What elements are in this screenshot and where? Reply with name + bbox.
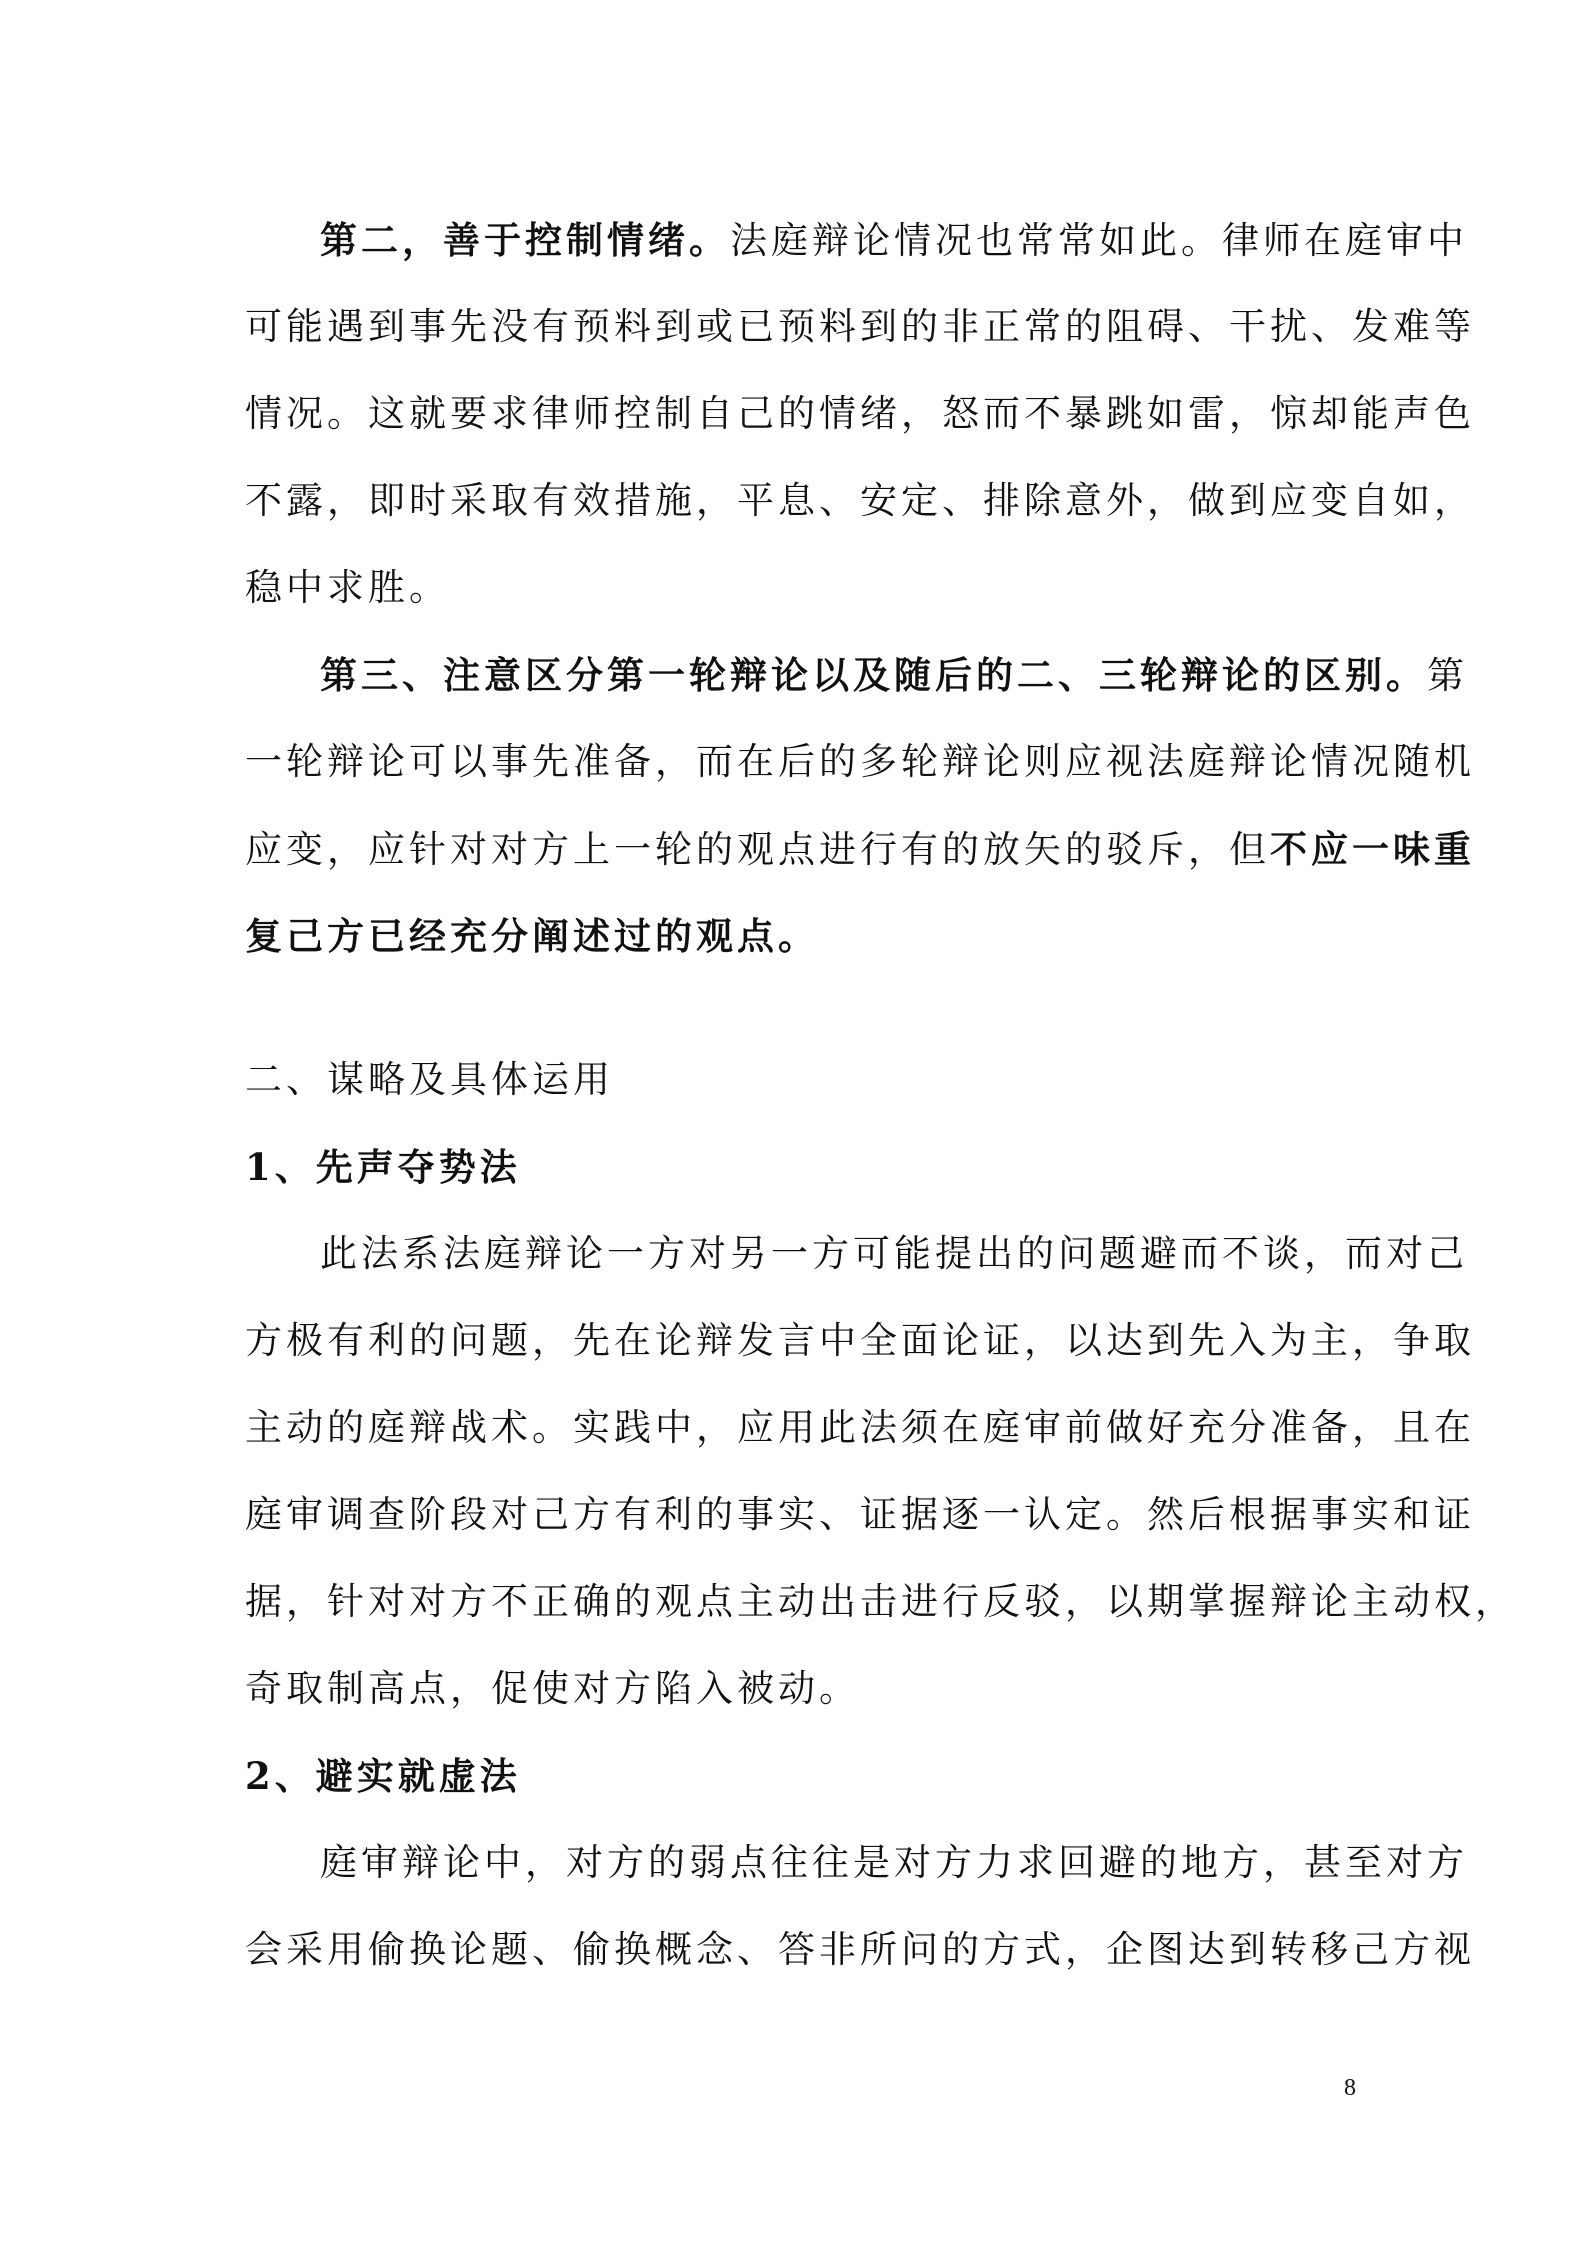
bold-lead: 第二，善于控制情绪。 (320, 218, 730, 262)
bold-lead: 第三、注意区分第一轮辩论以及随后的二、三轮辩论的区别。 (320, 653, 1427, 697)
paragraph-line (320, 210, 1468, 270)
paragraph-line: 据，针对对方不正确的观点主动出击进行反驳，以期掌握辩论主动权， (245, 1580, 1516, 1623)
paragraph-line: 不露，即时采取有效措施，平息、安定、排除意外，做到应变自如， (245, 479, 1475, 522)
subsection-title: 1、先声夺势法 (245, 1145, 521, 1189)
paragraph-line: 会采用偷换论题、偷换概念、答非所问的方式，企图达到转移己方视 (245, 1928, 1475, 1971)
paragraph-line: 复己方已经充分阐述过的观点。 (245, 914, 819, 958)
paragraph-line: 一轮辩论可以事先准备，而在后的多轮辩论则应视法庭辩论情况随机 (245, 740, 1475, 783)
bold-run: 不应一味重 (1270, 827, 1475, 871)
paragraph-line: 稳中求胜。 (245, 566, 450, 609)
paragraph-line: 情况。这就要求律师控制自己的情绪，怒而不暴跳如雷，惊却能声色 (245, 392, 1475, 435)
paragraph-line: 可能遇到事先没有预料到或已预料到的非正常的阻碍、干扰、发难等 (245, 305, 1475, 348)
paragraph-line: 庭审辩论中，对方的弱点往往是对方力求回避的地方，甚至对方 (320, 1841, 1468, 1884)
subsection-title: 2、避实就虚法 (245, 1754, 521, 1798)
section-heading: 二、谋略及具体运用 (245, 1058, 614, 1101)
paragraph-line: 庭审调查阶段对己方有利的事实、证据逐一认定。然后根据事实和证 (245, 1493, 1475, 1536)
paragraph-line: 此法系法庭辩论一方对另一方可能提出的问题避而不谈，而对己 (320, 1232, 1468, 1275)
paragraph-line (320, 645, 1468, 705)
text-run: 第 (1427, 654, 1468, 697)
text-run: 法庭辩论情况也常常如此。律师在庭审中 (730, 219, 1468, 262)
paragraph-line (245, 819, 1475, 879)
page-number: 8 (1344, 2075, 1356, 2101)
paragraph-line: 方极有利的问题，先在论辩发言中全面论证，以达到先入为主，争取 (245, 1319, 1475, 1362)
text-run: 应变，应针对对方上一轮的观点进行有的放矢的驳斥，但 (245, 828, 1270, 871)
paragraph-line: 主动的庭辩战术。实践中，应用此法须在庭审前做好充分准备，且在 (245, 1406, 1475, 1449)
paragraph-line: 奇取制高点，促使对方陷入被动。 (245, 1667, 860, 1710)
